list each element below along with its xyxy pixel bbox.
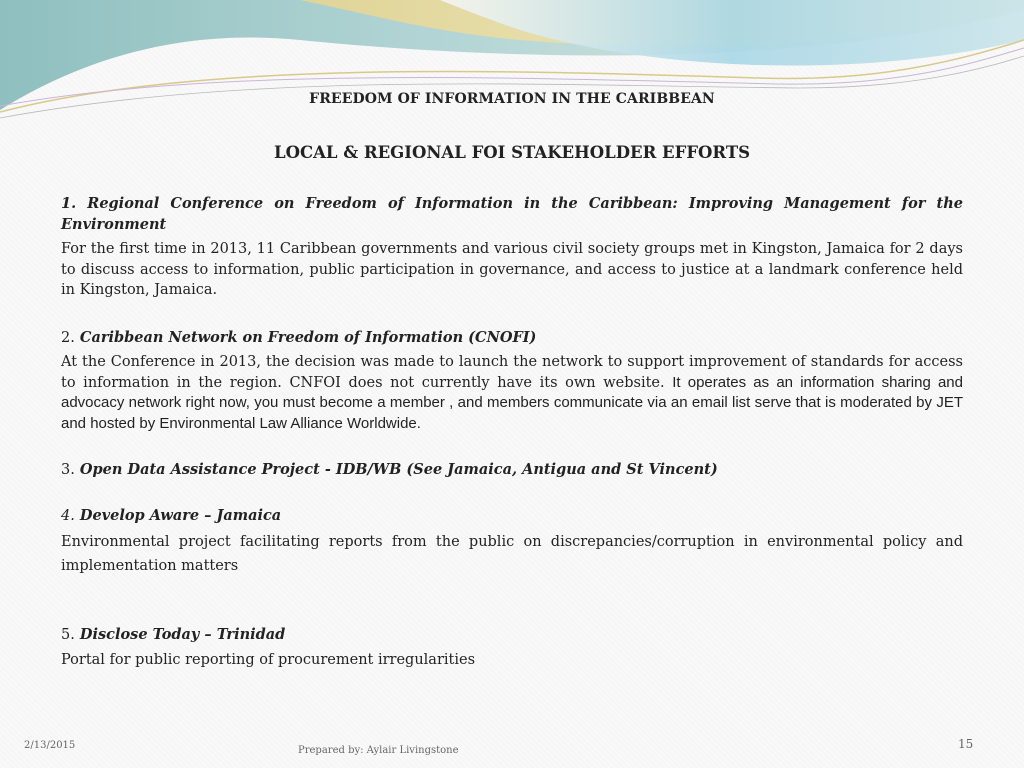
item-body-serif: At the Conference in 2013, the decision was made to launch the network to support improvement of standards for access to information in the region. CNFOI does not currently have its own website.: [61, 354, 963, 391]
item-body: For the first time in 2013, 11 Caribbean governments and various civil society groups met in Kingston, Jamaica for 2 days to discuss access to information, public participation in governance, and access to justice at a landmark conference held in Kingston, Jamaica.: [61, 241, 963, 298]
item-number: 2.: [61, 329, 75, 346]
footer-prepared-by: Prepared by: Aylair Livingstone: [298, 745, 459, 756]
item-title: [61, 506, 963, 527]
slide-content: [61, 194, 963, 670]
item-number: 4.: [61, 507, 75, 524]
item-number: 1.: [61, 195, 77, 212]
slide-title: FREEDOM OF INFORMATION IN THE CARIBBEAN: [309, 91, 715, 107]
item-title: [61, 194, 963, 235]
footer-date: 2/13/2015: [24, 740, 76, 751]
item-body: Environmental project facilitating reports from the public on discrepancies/corruption in environmental policy and implementation matters: [61, 534, 963, 574]
item-title-text: Open Data Assistance Project - IDB/WB (See Jamaica, Antigua and St Vincent): [79, 461, 718, 478]
list-item: [61, 194, 963, 301]
item-title: [61, 460, 963, 481]
item-body: [61, 352, 963, 434]
item-number: 3.: [61, 462, 75, 478]
item-title-text: Develop Aware – Jamaica: [79, 506, 282, 524]
item-body: Portal for public reporting of procurement irregularities: [61, 651, 476, 668]
list-item: [61, 328, 963, 435]
item-title: [61, 328, 963, 349]
list-item: [61, 625, 963, 670]
list-item: [61, 460, 963, 481]
item-title-text: Regional Conference on Freedom of Information in the Caribbean: Improving Management for the Environment: [61, 195, 963, 233]
item-title-text: Caribbean Network on Freedom of Information (CNOFI): [79, 328, 537, 346]
item-number: 5.: [61, 627, 75, 643]
item-body-sans: It operates as an information sharing and advocacy network right now, you must become a member , and members communicate via an email list serve that is moderated by JET and hosted by Environmental Law Alliance Worldwide.: [61, 373, 963, 432]
slide-subtitle: LOCAL & REGIONAL FOI STAKEHOLDER EFFORTS: [273, 143, 751, 162]
item-title-text: Disclose Today – Trinidad: [79, 626, 286, 643]
item-title: [61, 625, 963, 646]
list-item: [61, 506, 963, 579]
page-number: 15: [958, 737, 974, 751]
